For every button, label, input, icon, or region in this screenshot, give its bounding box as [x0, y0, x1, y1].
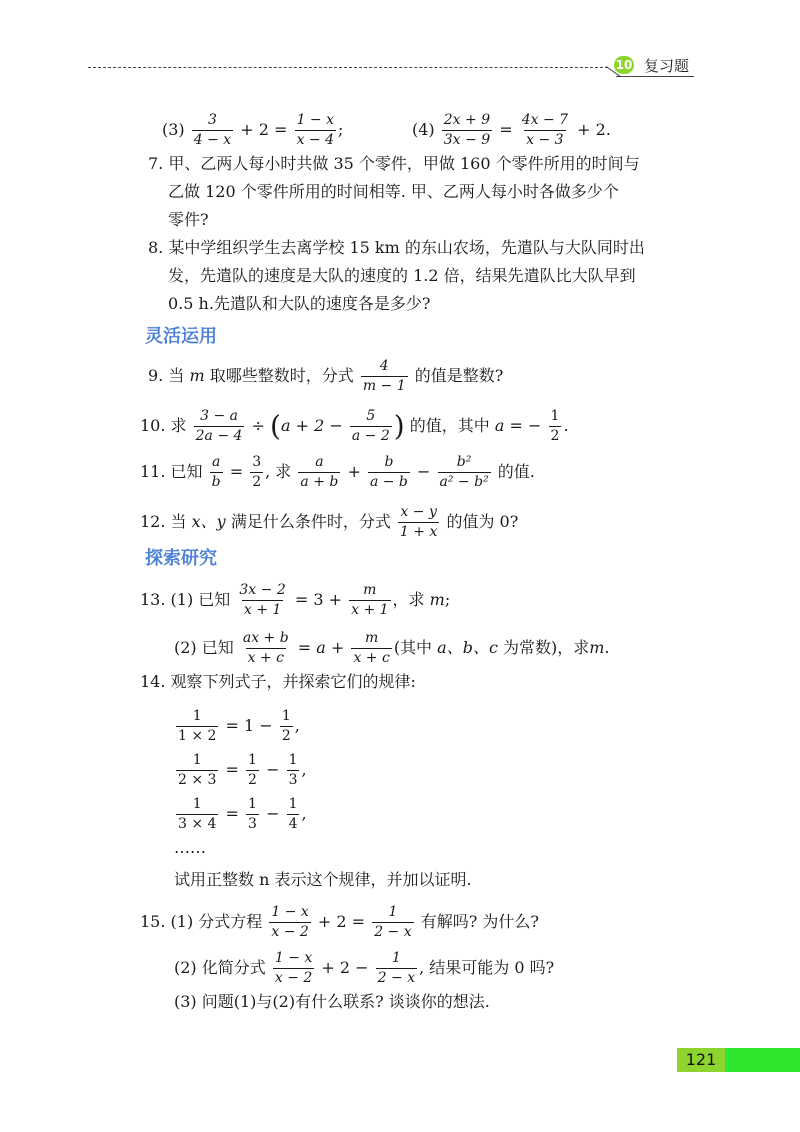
fraction: $\frac{1}{3}$ — [248, 796, 257, 832]
fraction: $\frac{1 - x}{x - 2}$ — [271, 904, 309, 940]
fraction: $\frac{1}{2}$ — [550, 408, 560, 444]
problem-13-part-1: 13. (1) 已知 $\frac{3x - 2}{x + 1}$ = 3 + $\frac{m}{x + 1}$ ，求 m; — [140, 582, 451, 618]
section-heading-apply: 灵活运用 — [145, 326, 217, 347]
fraction: $\frac{5}{a - 2}$ — [351, 408, 390, 444]
page-number-bar — [725, 1048, 800, 1072]
problem-7-line-3: 零件? — [168, 210, 209, 229]
fraction: $\frac{1 - x}{x - 4}$ — [296, 112, 334, 148]
fraction: $\frac{3}{2}$ — [252, 454, 262, 490]
problem-14-task: 试用正整数 n 表示这个规律，并加以证明. — [174, 870, 472, 889]
fraction: $\frac{1}{2 - x}$ — [377, 950, 416, 986]
pattern-row-2: $\frac{1}{2 \times 3}$ = $\frac{1}{2}$ − $\frac{1}{3}$ , — [178, 752, 307, 788]
problem-10: 10. 求 $\frac{3 - a}{2a - 4}$ ÷ (a + 2 − $\frac{5}{a - 2}$ ) 的值，其中 a = − $\frac{1}{2}$ . — [140, 408, 569, 444]
problem-8-line-3: 0.5 h.先遣队和大队的速度各是多少? — [168, 294, 431, 313]
fraction: $\frac{3x - 2}{x + 1}$ — [239, 582, 286, 618]
fraction: $\frac{1}{3}$ — [288, 752, 298, 788]
fraction: $\frac{ax + b}{x + c}$ — [242, 630, 289, 666]
fraction: $\frac{1}{2}$ — [281, 708, 291, 744]
problem-12: 12. 当 x、y 满足什么条件时，分式 $\frac{x - y}{1 + x}$ 的值为 0? — [140, 504, 519, 540]
header-rule — [88, 67, 608, 68]
page-number: 121 — [677, 1048, 725, 1072]
pattern-ellipsis: …… — [174, 838, 206, 857]
section-heading-explore: 探索研究 — [145, 548, 217, 569]
fraction: $\frac{1}{2}$ — [248, 752, 257, 788]
header-underline — [616, 76, 694, 77]
problem-8-line-1: 8. 某中学组织学生去离学校 15 km 的东山农场，先遣队与大队同时出 — [148, 238, 645, 257]
fraction: $\frac{4}{m - 1}$ — [362, 358, 406, 394]
fraction: $\frac{3 - a}{2a - 4}$ — [195, 408, 243, 444]
problem-6-part-4: (4) $\frac{2x + 9}{3x - 9}$ = $\frac{4x - 7}{x - 3}$ + 2. — [412, 112, 611, 148]
problem-11: 11. 已知 $\frac{a}{b}$ = $\frac{3}{2}$ , 求 $\frac{a}{a + b}$ + $\frac{b}{a - b}$ − $\frac{\text{b²}}{\text{a² − b²}}$ 的值. — [140, 454, 535, 490]
fraction: $\frac{1}{2 \times 3}$ — [178, 752, 217, 788]
fraction: $\frac{a}{a + b}$ — [300, 454, 339, 490]
fraction: $\frac{b}{a - b}$ — [369, 454, 408, 490]
fraction: $\frac{4x - 7}{x - 3}$ — [521, 112, 569, 148]
fraction: $\frac{m}{x + c}$ — [353, 630, 390, 666]
fraction: $\frac{3}{4 - x}$ — [193, 112, 232, 148]
fraction: $\frac{1}{1 \times 2}$ — [178, 708, 217, 744]
problem-6-part-3: (3) $\frac{3}{4 - x}$ + 2 = $\frac{1 - x}{x - 4}$ ; — [162, 112, 344, 148]
problem-7-line-2: 乙做 120 个零件所用的时间相等. 甲、乙两人每小时各做多少个 — [168, 182, 619, 201]
problem-8-line-2: 发，先遣队的速度是大队的速度的 1.2 倍，结果先遣队比大队早到 — [168, 266, 636, 285]
pattern-row-1: $\frac{1}{1 \times 2}$ = 1 − $\frac{1}{2}$ , — [178, 708, 300, 744]
problem-15-part-1: 15. (1) 分式方程 $\frac{1 - x}{x - 2}$ + 2 = $\frac{1}{2 - x}$ 有解吗? 为什么? — [140, 904, 539, 940]
problem-9: 9. 当 m 取哪些整数时，分式 $\frac{4}{m - 1}$ 的值是整数? — [148, 358, 504, 394]
fraction: $\frac{2x + 9}{3x - 9}$ — [443, 112, 491, 148]
chapter-number-badge: 10 — [615, 58, 633, 72]
problem-15-part-2: (2) 化简分式 $\frac{1 - x}{x - 2}$ + 2 − $\frac{1}{2 - x}$ , 结果可能为 0 吗? — [174, 950, 555, 986]
fraction: $\frac{a}{b}$ — [211, 454, 221, 490]
problem-7-line-1: 7. 甲、乙两人每小时共做 35 个零件，甲做 160 个零件所用的时间与 — [148, 154, 640, 173]
pattern-row-3: $\frac{1}{3 \times 4}$ = $\frac{1}{3}$ − $\frac{1}{4}$ , — [178, 796, 307, 832]
fraction: $\frac{1 - x}{x - 2}$ — [274, 950, 313, 986]
fraction: $\frac{\text{b²}}{\text{a² − b²}}$ — [439, 454, 489, 490]
chapter-title: 复习题 — [644, 57, 690, 75]
problem-13-part-2: (2) 已知 $\frac{ax + b}{x + c}$ = a + $\frac{m}{x + c}$ (其中 a、b、c 为常数)，求m. — [174, 630, 610, 666]
problem-15-part-3: (3) 问题(1)与(2)有什么联系? 谈谈你的想法. — [174, 992, 490, 1011]
fraction: $\frac{x - y}{1 + x}$ — [399, 504, 438, 540]
fraction: $\frac{m}{x + 1}$ — [351, 582, 389, 618]
problem-14-intro: 14. 观察下列式子，并探索它们的规律: — [140, 672, 416, 691]
fraction: $\frac{1}{2 - x}$ — [374, 904, 412, 940]
fraction: $\frac{1}{3 \times 4}$ — [178, 796, 217, 832]
fraction: $\frac{1}{4}$ — [288, 796, 298, 832]
